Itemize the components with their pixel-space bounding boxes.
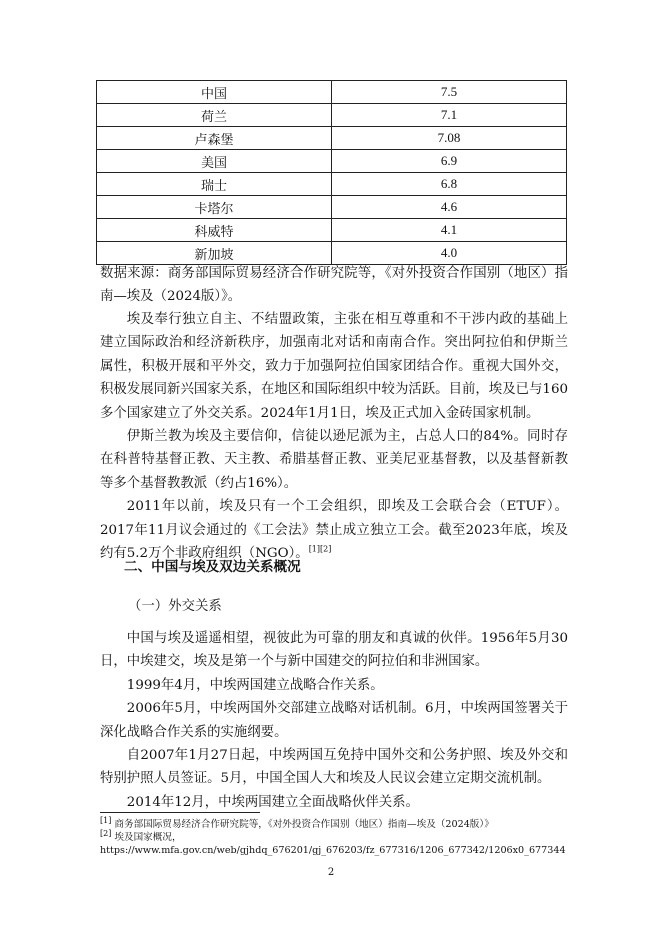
source-note: 数据来源：商务部国际贸易经济合作研究院等，《对外投资合作国别（地区）指南—埃及（2024版）》。 — [100, 266, 568, 305]
value-cell: 6.9 — [332, 150, 567, 173]
country-cell: 美国 — [97, 150, 332, 173]
footnote-2 — [100, 828, 182, 845]
country-cell: 卢森堡 — [97, 127, 332, 150]
relations-paragraph: 中国与埃及遥遥相望，视彼此为可靠的朋友和真诚的伙伴。1956年5月30日，中埃建交，埃及是第一个与新中国建交的阿拉伯和非洲国家。 — [100, 631, 568, 670]
table-row — [97, 219, 567, 242]
paragraph-policy: 埃及奉行独立自主、不结盟政策，主张在相互尊重和不干涉内政的基础上建立国际政治和经济新秩序，加强南北对话和南南合作。突出阿拉伯和伊斯兰属性，积极开展和平外交，致力于加强阿拉伯国家团结合作。重视大国外交，积极发展同新兴国家关系，在地区和国际组织中较为活跃。目前，埃及已与160多个国家建立了外交关系。2024年1月1日，埃及正式加入金砖国家机制。 — [100, 312, 568, 421]
country-cell: 科威特 — [97, 219, 332, 242]
page-number: 2 — [327, 867, 335, 878]
value-cell: 7.5 — [332, 81, 567, 104]
table-row — [97, 81, 567, 104]
footnote-1 — [100, 815, 494, 832]
subsection-heading: （一）外交关系 — [128, 599, 222, 614]
value-cell: 6.8 — [332, 173, 567, 196]
paragraph-union-text: 2011年以前，埃及只有一个工会组织，即埃及工会联合会（ETUF）。2017年11月议会通过的《工会法》禁止成立独立工会。截至2023年底，埃及约有5.2万个非政府组织（NGO）。 — [100, 499, 568, 562]
section-heading: 二、中国与埃及双边关系概况 — [124, 559, 301, 575]
source-note-block — [100, 262, 568, 309]
footnote-2-mark: [2] — [100, 828, 112, 838]
footnote-2-text: 埃及国家概况， — [114, 832, 182, 843]
country-cell: 荷兰 — [97, 104, 332, 127]
value-cell: 4.0 — [332, 242, 567, 265]
country-cell: 瑞士 — [97, 173, 332, 196]
footnote-2-url[interactable]: https://www.mfa.gov.cn/web/gjhdq_676201/gj_676203/fz_677316/1206_677342/1206x0_677344 — [100, 845, 566, 856]
paragraph-religion: 伊斯兰教为埃及主要信仰，信徒以逊尼派为主，占总人口的84%。同时存在科普特基督正教、天主教、希腊基督正教、亚美尼亚基督教，以及基督新教等多个基督教教派（约占16%）。 — [100, 429, 568, 491]
relations-section — [100, 627, 568, 814]
country-cell: 中国 — [97, 81, 332, 104]
footnote-1-text: 商务部国际贸易经济合作研究院等，《对外投资合作国别（地区）指南—埃及（2024版）》 — [114, 819, 494, 830]
relations-paragraph: 2014年12月，中埃两国建立全面战略伙伴关系。 — [126, 794, 419, 810]
table-row — [97, 173, 567, 196]
table-row — [97, 104, 567, 127]
relations-paragraph: 2006年5月，中埃两国外交部建立战略对话机制。6月，中埃两国签署关于深化战略合作关系的实施纲要。 — [100, 701, 568, 740]
relations-paragraph: 自2007年1月27日起，中埃两国互免持中国外交和公务护照、埃及外交和特别护照人员签证。5月，中国全国人大和埃及人民议会建立定期交流机制。 — [100, 748, 568, 787]
gdp-growth-table — [96, 80, 567, 265]
value-cell: 4.6 — [332, 196, 567, 219]
value-cell: 7.1 — [332, 104, 567, 127]
table-row — [97, 196, 567, 219]
footnote-1-mark: [1] — [100, 815, 112, 825]
value-cell: 4.1 — [332, 219, 567, 242]
value-cell: 7.08 — [332, 127, 567, 150]
country-cell: 卡塔尔 — [97, 196, 332, 219]
relations-paragraph: 1999年4月，中埃两国建立战略合作关系。 — [126, 677, 384, 693]
footnote-divider — [100, 812, 260, 813]
country-cell: 新加坡 — [97, 242, 332, 265]
intro-section — [100, 308, 568, 565]
citation-ref: [1][2] — [308, 544, 332, 554]
table-row — [97, 150, 567, 173]
table-row — [97, 127, 567, 150]
